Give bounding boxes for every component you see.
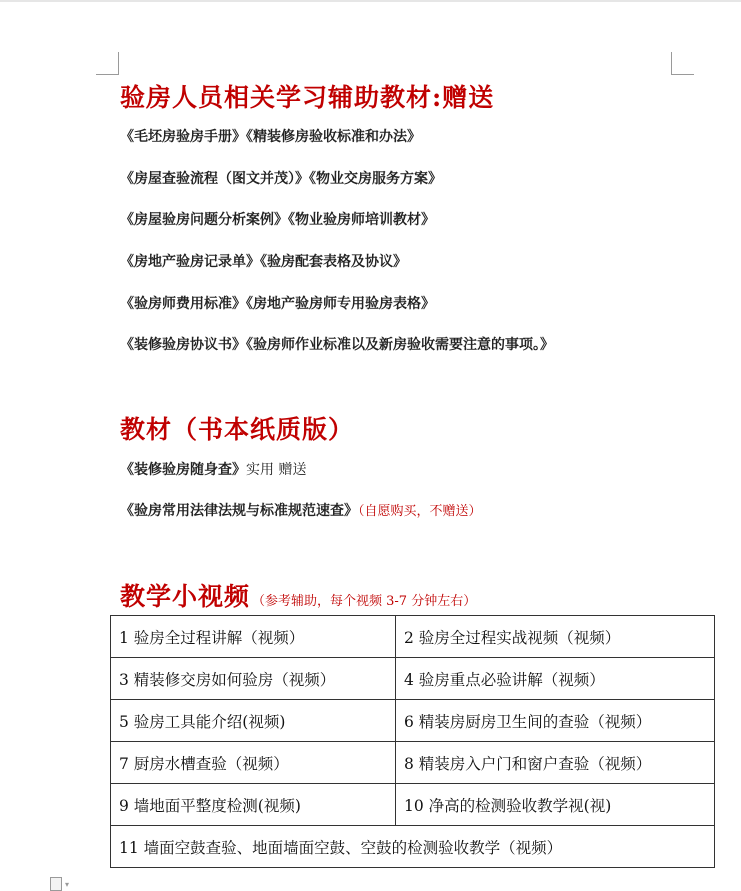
book-line-2-note: （自愿购买，不赠送） [358,504,482,519]
book-line-2-title: 《验房常用法律法规与标准规范速查》 [120,503,358,519]
table-row [111,658,715,700]
video-cell: 3 精装修交房如何验房（视频） [111,658,396,700]
section-title-videos [120,577,476,613]
crop-mark-top-right-icon [671,52,694,75]
material-line-3: 《房屋验房问题分析案例》《物业验房师培训教材》 [120,212,435,228]
section-title-printed-books: 教材（书本纸质版） [120,415,355,444]
table-row [111,826,715,868]
material-line-2: 《房屋查验流程（图文并茂）》《物业交房服务方案》 [120,171,442,187]
video-table [110,615,715,868]
material-line-5: 《验房师费用标准》《房地产验房师专用验房表格》 [120,296,435,312]
table-row [111,700,715,742]
section-title-materials: 验房人员相关学习辅助教材:赠送 [120,83,495,112]
video-cell: 9 墙地面平整度检测(视频) [111,784,396,826]
chevron-down-icon[interactable]: ▾ [65,880,70,889]
book-line-2 [120,500,482,520]
material-line-1: 《毛坯房验房手册》《精装修房验收标准和办法》 [120,129,421,145]
video-cell: 10 净高的检测验收教学视(视) [396,784,715,826]
video-cell: 2 验房全过程实战视频（视频） [396,616,715,658]
book-line-1 [120,459,306,479]
table-row [111,616,715,658]
video-cell: 5 验房工具能介绍(视频) [111,700,396,742]
material-line-4: 《房地产验房记录单》《验房配套表格及协议》 [120,254,407,270]
video-cell: 4 验房重点必验讲解（视频） [396,658,715,700]
crop-mark-top-left-icon [96,52,119,75]
table-row [111,784,715,826]
video-cell: 6 精装房厨房卫生间的查验（视频） [396,700,715,742]
book-line-1-note: 实用 赠送 [246,462,307,478]
book-line-1-title: 《装修验房随身查》 [120,462,246,478]
video-cell: 7 厨房水槽查验（视频） [111,742,396,784]
table-row [111,742,715,784]
video-cell: 1 验房全过程讲解（视频） [111,616,396,658]
videos-subtitle: （参考辅助，每个视频 3-7 分钟左右） [252,594,477,609]
material-line-6: 《装修验房协议书》《验房师作业标准以及新房验收需要注意的事项。》 [120,337,554,353]
videos-title: 教学小视频 [120,582,251,611]
video-cell: 11 墙面空鼓查验、地面墙面空鼓、空鼓的检测验收教学（视频） [111,826,715,868]
video-cell: 8 精装房入户门和窗户查验（视频） [396,742,715,784]
